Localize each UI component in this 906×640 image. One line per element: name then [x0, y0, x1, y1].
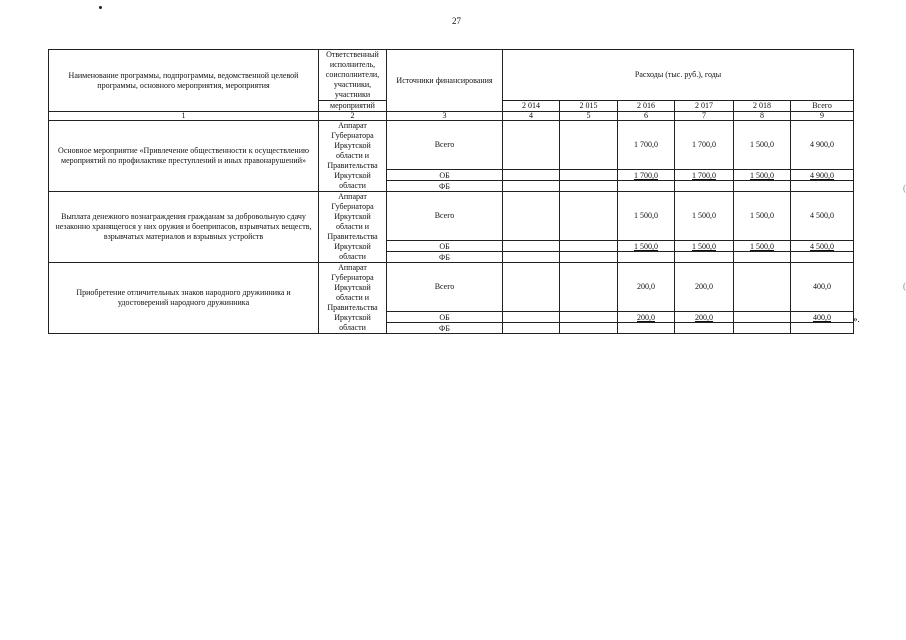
funding-source: ОБ — [387, 312, 503, 323]
executor: Аппарат Губернатора Иркутской области и Правительства Иркутской области — [319, 192, 387, 263]
year-value-cell — [560, 323, 618, 334]
year-value-cell — [560, 192, 618, 241]
year-value-cell — [560, 252, 618, 263]
year-value-cell — [734, 323, 791, 334]
col-number: 6 — [618, 112, 675, 121]
year-value-cell — [503, 170, 560, 181]
table-row — [49, 121, 854, 170]
year-value-cell: 200,0 — [618, 312, 675, 323]
year-value-cell: 1 500,0 — [618, 241, 675, 252]
total-cell: 4 900,0 — [791, 170, 854, 181]
year-header: 2 014 — [503, 101, 560, 112]
year-value-cell — [734, 312, 791, 323]
year-value-cell: 1 500,0 — [734, 170, 791, 181]
year-value-cell: 1 500,0 — [675, 192, 734, 241]
year-header: 2 015 — [560, 101, 618, 112]
year-header: 2 017 — [675, 101, 734, 112]
funding-source: Всего — [387, 263, 503, 312]
year-value-cell: 1 700,0 — [618, 170, 675, 181]
year-value-cell — [675, 252, 734, 263]
total-cell: 4 500,0 — [791, 241, 854, 252]
year-value-cell: 1 700,0 — [675, 121, 734, 170]
funding-source: ФБ — [387, 323, 503, 334]
year-header: 2 018 — [734, 101, 791, 112]
year-value-cell — [618, 323, 675, 334]
col-number: 1 — [49, 112, 319, 121]
col-number: 3 — [387, 112, 503, 121]
total-cell — [791, 181, 854, 192]
executor: Аппарат Губернатора Иркутской области и Правительства Иркутской области — [319, 263, 387, 334]
year-value-cell: 1 500,0 — [618, 192, 675, 241]
year-value-cell: 1 500,0 — [734, 241, 791, 252]
funding-source: ОБ — [387, 170, 503, 181]
program-name: Приобретение отличительных знаков народного дружинника и удостоверений народного дружинника — [49, 263, 319, 334]
year-value-cell — [560, 181, 618, 192]
closing-quote-mark: ». — [853, 314, 860, 324]
year-value-cell — [675, 323, 734, 334]
side-mark: ( — [903, 281, 906, 291]
program-name: Выплата денежного вознаграждения гражданам за добровольную сдачу незаконно хранящегося у них оружия и боеприпасов, взрывчатых веществ, взрывчатых материалов и взрывных устройств — [49, 192, 319, 263]
header-name: Наименование программы, подпрограммы, ведомственной целевой программы, основного мероприятия, мероприятия — [49, 50, 319, 112]
year-value-cell: 1 500,0 — [675, 241, 734, 252]
year-value-cell — [503, 241, 560, 252]
header-sources: Источники финансирования — [387, 50, 503, 112]
year-value-cell: 1 500,0 — [734, 121, 791, 170]
year-value-cell — [503, 181, 560, 192]
table-row — [49, 192, 854, 241]
program-name: Основное мероприятие «Привлечение общественности к осуществлению мероприятий по профилактике преступлений и иных правонарушений» — [49, 121, 319, 192]
year-value-cell — [560, 241, 618, 252]
year-value-cell — [560, 121, 618, 170]
total-cell: 400,0 — [791, 312, 854, 323]
year-value-cell — [618, 181, 675, 192]
col-number: 5 — [560, 112, 618, 121]
col-number: 8 — [734, 112, 791, 121]
total-cell — [791, 323, 854, 334]
year-value-cell — [560, 170, 618, 181]
year-value-cell — [675, 181, 734, 192]
year-value-cell — [560, 263, 618, 312]
table-row — [49, 263, 854, 312]
year-value-cell — [503, 192, 560, 241]
year-header: 2 016 — [618, 101, 675, 112]
year-value-cell — [503, 312, 560, 323]
year-value-cell — [503, 252, 560, 263]
funding-source: Всего — [387, 192, 503, 241]
year-value-cell: 200,0 — [675, 312, 734, 323]
budget-table — [48, 49, 854, 334]
year-value-cell — [503, 323, 560, 334]
year-value-cell: 1 700,0 — [675, 170, 734, 181]
year-value-cell — [618, 252, 675, 263]
funding-source: ОБ — [387, 241, 503, 252]
scan-dot — [99, 6, 102, 9]
total-cell: 400,0 — [791, 263, 854, 312]
executor: Аппарат Губернатора Иркутской области и Правительства Иркутской области — [319, 121, 387, 192]
year-value-cell — [503, 121, 560, 170]
header-executor-cont: мероприятий — [319, 101, 387, 112]
year-value-cell — [560, 312, 618, 323]
year-value-cell: 200,0 — [618, 263, 675, 312]
header-executor: Ответственный исполнитель, соисполнители, участники, участники — [319, 50, 387, 101]
year-value-cell: 1 500,0 — [734, 192, 791, 241]
col-number: 2 — [319, 112, 387, 121]
page-number: 27 — [452, 16, 461, 26]
year-value-cell — [734, 263, 791, 312]
year-value-cell: 1 700,0 — [618, 121, 675, 170]
total-cell — [791, 252, 854, 263]
year-value-cell: 200,0 — [675, 263, 734, 312]
funding-source: ФБ — [387, 181, 503, 192]
year-value-cell — [503, 263, 560, 312]
total-header: Всего — [791, 101, 854, 112]
funding-source: Всего — [387, 121, 503, 170]
header-expenses: Расходы (тыс. руб.), годы — [503, 50, 854, 101]
total-cell: 4 500,0 — [791, 192, 854, 241]
side-mark: ( — [903, 183, 906, 193]
funding-source: ФБ — [387, 252, 503, 263]
col-number: 7 — [675, 112, 734, 121]
col-number: 9 — [791, 112, 854, 121]
year-value-cell — [734, 181, 791, 192]
year-value-cell — [734, 252, 791, 263]
col-number: 4 — [503, 112, 560, 121]
total-cell: 4 900,0 — [791, 121, 854, 170]
